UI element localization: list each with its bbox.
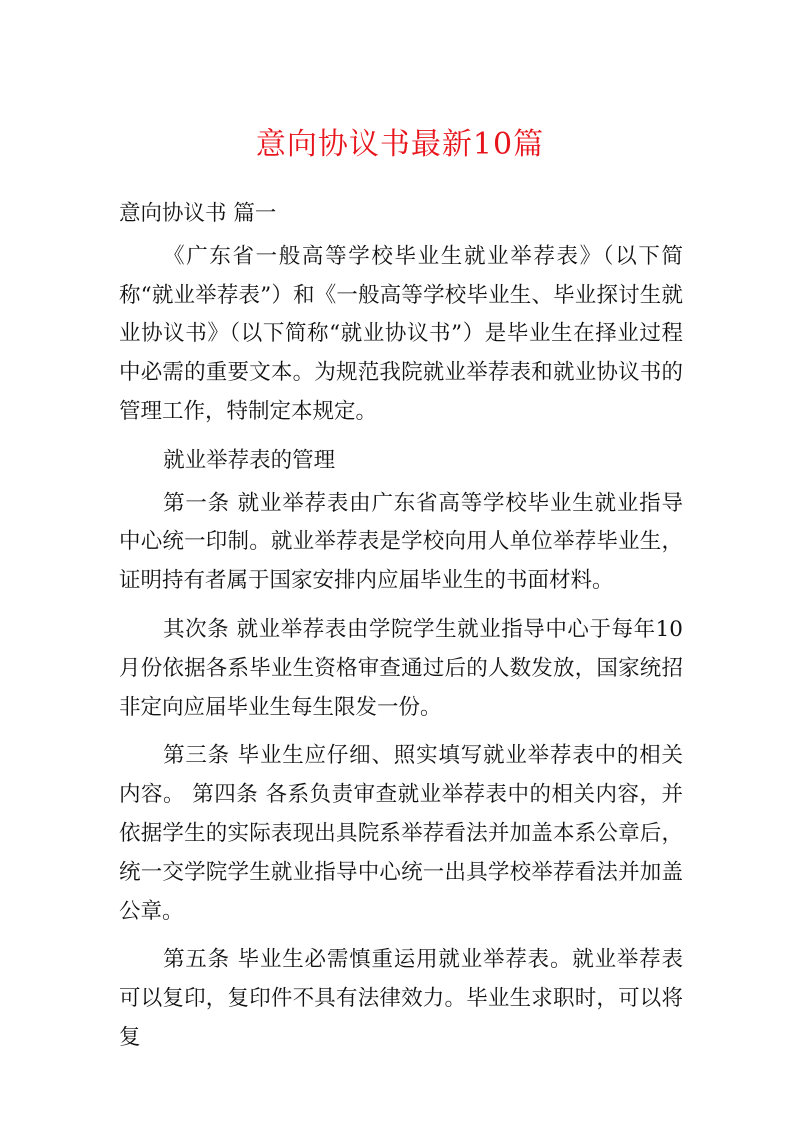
paragraph-intro: 《广东省一般高等学校毕业生就业举荐表》（以下简称“就业举荐表”）和《一般高等学校毕业生、毕业探讨生就业协议书》（以下简称“就业协议书”）是毕业生在择业过程中必需的重要文本。为规范我院就业举荐表和就业协议书的管理工作，特制定本规定。 xyxy=(119,243,683,424)
paragraph-article-5: 第五条 毕业生必需慎重运用就业举荐表。就业举荐表可以复印，复印件不具有法律效力。毕业生求职时，可以将复 xyxy=(119,947,683,1050)
paragraph-article-2: 其次条 就业举荐表由学院学生就业指导中心于每年10月份依据各系毕业生资格审查通过后的人数发放，国家统招非定向应届毕业生每生限发一份。 xyxy=(119,616,683,720)
subheading-recommendation-form: 就业举荐表的管理 xyxy=(163,447,336,473)
document-title: 意向协议书最新10篇 xyxy=(255,127,545,162)
document-body xyxy=(119,195,683,1068)
section-heading: 意向协议书 篇一 xyxy=(119,201,277,226)
paragraph-article-3-4: 第三条 毕业生应仔细、照实填写就业举荐表中的相关内容。 第四条 各系负责审查就业举荐表中的相关内容，并依据学生的实际表现出具院系举荐看法并加盖本系公章后，统一交学院学生就业指导中心统一出具学校举荐看法并加盖公章。 xyxy=(119,743,683,924)
paragraph-article-1: 第一条 就业举荐表由广东省高等学校毕业生就业指导中心统一印制。就业举荐表是学校向用人单位举荐毕业生，证明持有者属于国家安排内应届毕业生的书面材料。 xyxy=(119,490,683,594)
